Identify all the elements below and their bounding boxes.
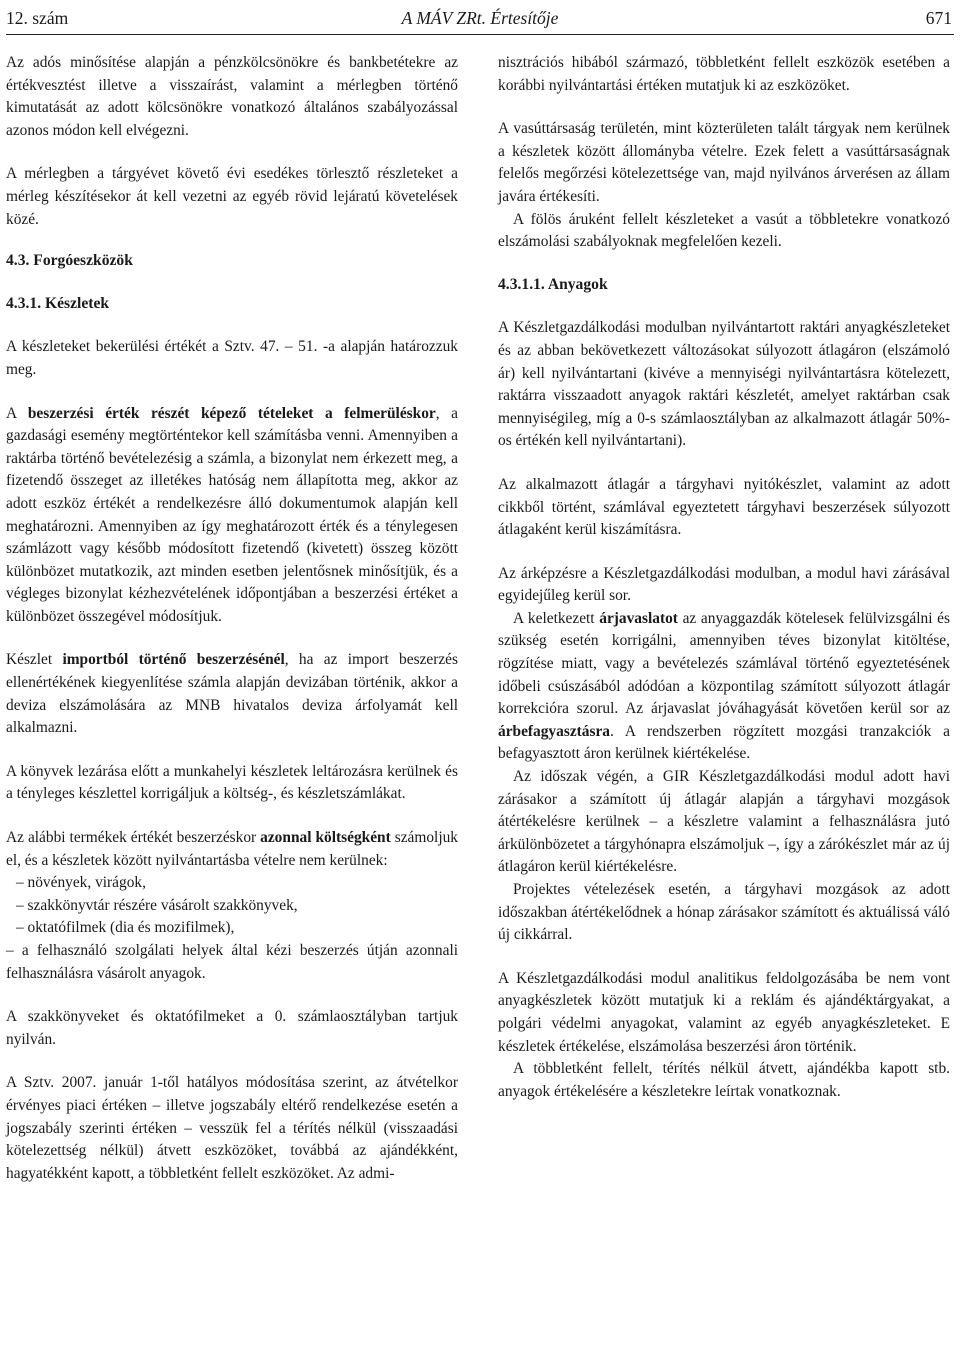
dash-list — [6, 872, 458, 985]
paragraph: Projektes vételezések esetén, a tárgyhavi mozgások az adott időszakban átértékelődnek a hónap zárásakor számított és aktuálissá váló új cikkárral. — [498, 881, 950, 944]
list-item: – oktatófilmek (dia és mozifilmek), — [16, 919, 235, 937]
text-run: az anyaggazdák kötelesek felülvizsgálni és szükség esetén korrigálni, amennyiben téves bizonylat kitöltése, rögzítése miatt, vagy a bevételezés számlával történő egyeztetésének időbeli csúszásából adódóan a központilag számított súlyozott átlagár korrekcióra szorul. Az árjavaslat jóváhagyását követően kerül sor az — [498, 609, 950, 718]
paragraph: A szakkönyveket és oktatófilmeket a 0. számlaosztályban tartjuk nyilván. — [6, 1008, 458, 1048]
header-divider — [6, 34, 954, 35]
paragraph — [498, 608, 950, 766]
paragraph — [6, 403, 458, 629]
paragraph: A Készletgazdálkodási modul analitikus feldolgozásába be nem vont anyagkészletek között mutatjuk ki a reklám és ajándéktárgyakat, a polgári védelmi anyagokat, valamint az egyéb anyagkészleteket. E készletek értékelése, elszámolása beszerzési áron történik. — [498, 969, 950, 1055]
paragraph: nisztrációs hibából származó, többletként fellelt eszközök esetében a korábbi nyilvántartási értéken mutatjuk ki az eszközöket. — [498, 54, 950, 94]
publication-title: A MÁV ZRt. Értesítője — [401, 8, 559, 28]
list-item: – a felhasználó szolgálati helyek által kézi beszerzés útján azonnali felhasználásra vásárolt anyagok. — [6, 942, 458, 982]
paragraph: Az adós minősítése alapján a pénzkölcsönökre és bankbetétekre az értékvesztést illetve a visszaírást, valamint a mérlegben történő kimutatását az adott kölcsönökre vonatkozó általános szabályozással azonos módon kell elvégezni. — [6, 54, 458, 139]
paragraph — [6, 649, 458, 739]
page-header — [6, 4, 954, 32]
paragraph: A Készletgazdálkodási modulban nyilvántartott raktári anyagkészleteket és az abban bekövetkezett változásokat súlyozott átlagáron (elszámoló ár) kell nyilvántartani (kivéve a mennyiségi nyilvántartásra kötelezett, raktárra visszaadott anyagok raktári készletét, amelyet raktárban csak mennyiségileg, míg a 0-s számlaosztályban az alkalmazott átlagár 50%-os értékén kell nyilvántartani). — [498, 319, 950, 450]
text-run: . A rendszerben rögzített mozgási tranzakciók a befagyasztott áron kerülnek kiértékelése. — [498, 722, 950, 763]
paragraph: Az árképzésre a Készletgazdálkodási modulban, a modul havi zárásával egyidejűleg kerül sor. — [498, 564, 950, 605]
paragraph — [6, 827, 458, 872]
paragraph: Az alkalmazott átlagár a tárgyhavi nyitókészlet, valamint az adott cikkből történt, számlával egyeztetett tárgyhavi beszerzések súlyozott átlagaként kerül kiszámításra. — [498, 475, 950, 539]
paragraph: Az időszak végén, a GIR Készletgazdálkodási modul adott havi zárásakor a számított új átlagár alapján a tárgyhavi mozgások átértékelésre kerülnek – a készletre valamint a felhasználásra jutó árkülönbözetet a tárgyhónapra elszámoljuk –, így a zárókészlet már az új átlagáron kerül kiértékelésre. — [498, 768, 950, 876]
paragraph: A vasúttársaság területén, mint közterületen talált tárgyak nem kerülnek a készletek között állományba vételre. Ezek felett a vasúttársaságnak felelős megőrzési kötelezettsége van, majd nyilvános árverésen az állam javára értékesíti. — [498, 120, 950, 205]
text-run: Készlet — [6, 651, 63, 669]
bold-text: azonnal költségként — [260, 829, 391, 847]
paragraph: A könyvek lezárása előtt a munkahelyi készletek leltározásra kerülnek és a tényleges készlettel korrigáljuk a költség-, és készletszámlákat. — [6, 762, 458, 803]
text-run: , a gazdasági esemény megtörténtekor kell számításba venni. Amennyiben a raktárba történő bevételezésig a számla, a bizonylat nem érkezett meg, a fizetendő összeget az illetékes hatóság nem állapította meg, akkor az adott eszköz értékét a rendelkezésre álló dokumentumok alapján kell meghatározni. Amennyiben az így meghatározott érték és a ténylegesen számlázott vagy később módosított fizetendő (kivetett) összeg között különbözet mutatkozik, azt minden esetben jelentősnek minősítjük, és a végleges bizonylat kézhezvételének időpontjában a beszerzési értéket a különbözet összegével módosítjuk. — [6, 404, 458, 625]
bold-text: árbefagyasztásra — [498, 722, 610, 740]
subsection-heading: 4.3.1. Készletek — [6, 294, 110, 312]
text-run: A keletkezett — [513, 609, 600, 627]
text-run: Az alábbi termékek értékét beszerzéskor — [6, 829, 261, 847]
bold-text: importból történő beszerzésénél — [62, 651, 285, 669]
subsection-heading: 4.3.1.1. Anyagok — [498, 275, 608, 293]
list-item: – szakkönyvtár részére vásárolt szakkönyvek, — [16, 896, 298, 914]
paragraph: A készleteket bekerülési értékét a Sztv. 47. – 51. -a alapján határozzuk meg. — [6, 338, 458, 378]
paragraph: A Sztv. 2007. január 1-től hatályos módosítása szerint, az átvételkor érvényes piaci értéken – illetve jogszabály eltérő rendelkezése esetén a jogszabály szerinti értéken – vesszük fel a térítés nélkül (visszaadási kötelezettség nélkül) átvett eszközöket, továbbá az ajándékként, hagyatékként kapott, a többletként fellelt eszközöket. Az admi- — [6, 1074, 458, 1182]
left-column — [6, 52, 458, 1185]
text-run: , ha az import beszerzés ellenértékének kiegyenlítése számla alapján devizában történik, akkor a deviza elszámolására az MNB hivatalos deviza árfolyamát kell alkalmazni. — [6, 651, 459, 737]
right-column — [498, 52, 950, 1103]
bold-text: beszerzési érték részét képező tételeket a felmerüléskor — [27, 404, 436, 422]
paragraph: A mérlegben a tárgyévet követő évi esedékes törlesztő részleteket a mérleg készítésekor át kell vezetni az egyéb rövid lejáratú követelések közé. — [6, 165, 458, 228]
section-heading: 4.3. Forgóeszközök — [6, 252, 133, 270]
paragraph: A fölös áruként fellelt készleteket a vasút a többletekre vonatkozó elszámolási szabályoknak megfelelően kezeli. — [498, 210, 950, 251]
issue-number: 12. szám — [6, 8, 69, 28]
page-number: 671 — [925, 8, 952, 28]
paragraph: A többletként fellelt, térítés nélkül átvett, ajándékba kapott stb. anyagok értékelésére a készletekre leírtak vonatkoznak. — [498, 1060, 950, 1100]
list-item: – növények, virágok, — [16, 874, 146, 892]
text-run: számoljuk el, és a készletek között nyilvántartásba vételre nem kerülnek: — [6, 829, 458, 869]
bold-text: árjavaslatot — [599, 609, 678, 627]
text-run: A — [6, 404, 28, 422]
